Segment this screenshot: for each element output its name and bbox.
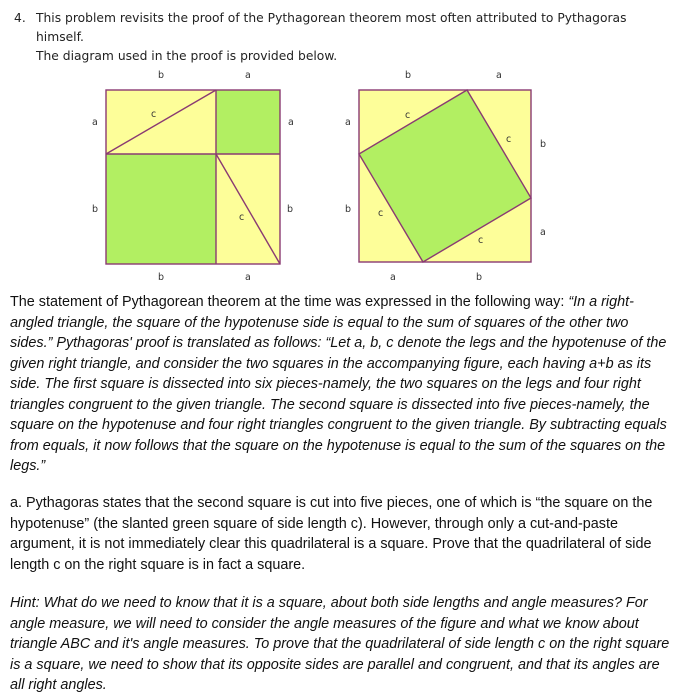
- paragraph-lead: The statement of Pythagorean theorem at the time was expressed in the following way:: [10, 294, 569, 310]
- right-label-right-b: b: [540, 139, 547, 150]
- question-header: [14, 9, 674, 66]
- hint-paragraph: Hint: What do we need to know that it is a square, about both side lengths and angle measures? For angle measure, we will need to consider the angle measures of the figure and what we know about triangle ABC and it's angle measures. To prove that the quadrilateral of side length c on the right square is a square, we need to show that its opposite sides are parallel and congruent, and that its angles are all right angles.: [10, 595, 670, 693]
- right-label-c-left: c: [378, 208, 384, 219]
- left-label-bottom-b: b: [158, 272, 165, 283]
- right-label-bottom-a: a: [390, 272, 396, 283]
- theorem-statement-paragraph: [10, 292, 670, 477]
- right-label-c-right: c: [506, 134, 512, 145]
- left-label-right-b: b: [287, 204, 294, 215]
- left-square-figure: [92, 70, 294, 283]
- question-line-2: The diagram used in the proof is provided below.: [36, 49, 338, 63]
- pythagoras-quote: “In a right-angled triangle, the square of the hypotenuse side is equal to the sum of squares of the other two sides.” Pythagoras' proof is translated as follows: “Let a, b, c denote the legs and the hypotenuse of the given right triangle, and consider the two squares in the accompanying figure, each having a+b as its side. The first square is dissected into six pieces-namely, the two squares on the legs and four right triangles congruent to the given triangle. The second square is dissected into five pieces-namely, the square on the hypotenuse and four right triangles congruent to the given triangle. By subtracting equals from equals, it now follows that the square on the hypotenuse is equal to the sum of the squares on the legs.”: [10, 294, 667, 474]
- right-label-bottom-b: b: [476, 272, 483, 283]
- question-number: 4.: [14, 11, 26, 25]
- left-label-top-a: a: [245, 70, 251, 81]
- right-square-figure: [345, 70, 546, 283]
- left-label-top-b: b: [158, 70, 165, 81]
- right-label-c-top: c: [405, 110, 411, 121]
- pythagoras-diagram: [0, 60, 689, 285]
- right-label-c-bottom: c: [478, 235, 484, 246]
- left-label-left-b: b: [92, 204, 99, 215]
- part-a-paragraph: a. Pythagoras states that the second square is cut into five pieces, one of which is “the square on the hypotenuse” (the slanted green square of side length c). However, through only a cut-and-paste argument, it is not immediately clear this quadrilateral is a square. Prove that the quadrilateral of side length c on the right square is in fact a square.: [10, 495, 653, 573]
- left-square-b: [106, 154, 216, 264]
- right-label-left-a: a: [345, 117, 351, 128]
- left-label-right-a: a: [288, 117, 294, 128]
- left-label-left-a: a: [92, 117, 98, 128]
- right-label-left-b: b: [345, 204, 352, 215]
- left-label-hyp-top-c: c: [151, 109, 157, 120]
- right-label-top-b: b: [405, 70, 412, 81]
- question-intro: [36, 9, 674, 66]
- right-label-right-a: a: [540, 227, 546, 238]
- right-label-top-a: a: [496, 70, 502, 81]
- left-label-hyp-bottom-c: c: [239, 212, 245, 223]
- question-line-1: This problem revisits the proof of the Pythagorean theorem most often attributed to Pythagoras himself.: [36, 11, 627, 44]
- left-square-a: [216, 90, 280, 154]
- left-label-bottom-a: a: [245, 272, 251, 283]
